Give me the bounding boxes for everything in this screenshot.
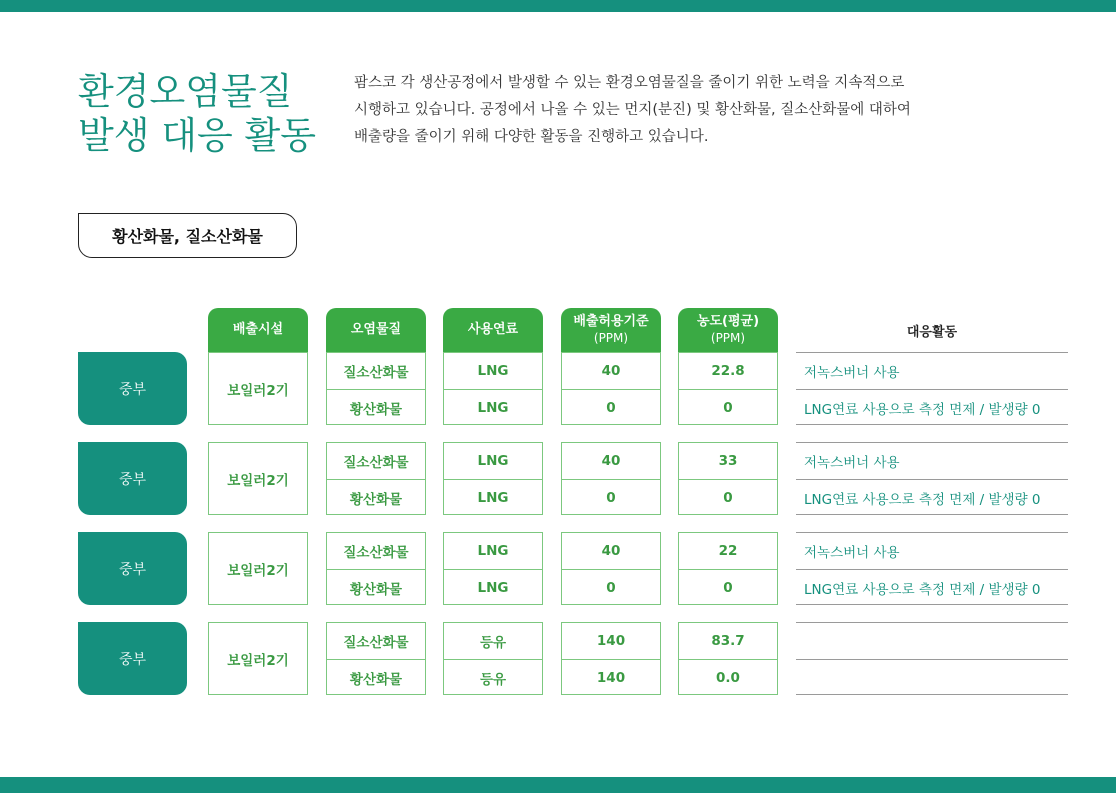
- intro-line: 배출량을 줄이기 위해 다양한 활동을 진행하고 있습니다.: [354, 129, 709, 145]
- header-limit-label: 배출허용기준: [573, 314, 649, 329]
- pollutant-column: [326, 622, 426, 695]
- fuel-cell: LNG: [444, 569, 542, 605]
- facility-cell: 보일러2기: [208, 442, 308, 515]
- header-pollutant-label: 오염물질: [350, 322, 402, 337]
- response-cell: LNG연료 사용으로 측정 면제 / 발생량 0: [796, 389, 1068, 425]
- limit-column: [561, 622, 661, 695]
- page-title: [78, 70, 338, 158]
- facility-cell: 보일러2기: [208, 532, 308, 605]
- facility-cell: 보일러2기: [208, 622, 308, 695]
- limit-column: [561, 442, 661, 515]
- header-response: [796, 308, 1068, 352]
- page-title-line: 환경오염물질: [78, 70, 293, 113]
- response-cell: 저녹스버너 사용: [804, 545, 900, 561]
- facility-cell: 보일러2기: [208, 352, 308, 425]
- region-badge: 중부: [78, 532, 187, 605]
- intro-line: 팜스코 각 생산공정에서 발생할 수 있는 환경오염물질을 줄이기 위한 노력을 지속적으로: [354, 75, 905, 91]
- limit-cell: 0: [562, 479, 660, 515]
- table-group: [0, 622, 1116, 695]
- region-badge: 중부: [78, 442, 187, 515]
- fuel-cell: LNG: [477, 453, 509, 469]
- top-accent-bar: [0, 0, 1116, 12]
- concentration-cell: 0: [679, 479, 777, 515]
- concentration-column: [678, 622, 778, 695]
- concentration-cell: 0: [679, 389, 777, 425]
- fuel-cell: LNG: [477, 363, 509, 379]
- pollutant-cell: 질소산화물: [343, 365, 409, 381]
- section-label: 황산화물, 질소산화물: [78, 213, 297, 258]
- response-cell: [796, 659, 1068, 695]
- table-group: [0, 532, 1116, 605]
- concentration-column: [678, 442, 778, 515]
- limit-cell: 0: [562, 569, 660, 605]
- response-column: [796, 532, 1068, 605]
- fuel-column: [443, 622, 543, 695]
- response-cell: 저녹스버너 사용: [804, 455, 900, 471]
- pollutant-cell: 황산화물: [327, 569, 425, 605]
- fuel-column: [443, 442, 543, 515]
- fuel-cell: LNG: [477, 543, 509, 559]
- response-cell: 저녹스버너 사용: [804, 365, 900, 381]
- header-facility-label: 배출시설: [232, 322, 284, 337]
- header-fuel: [443, 308, 543, 352]
- header-pollutant: [326, 308, 426, 352]
- limit-cell: 40: [601, 453, 621, 469]
- fuel-cell: LNG: [444, 479, 542, 515]
- fuel-cell: 등유: [444, 659, 542, 695]
- concentration-cell: 33: [718, 453, 738, 469]
- response-cell: [796, 623, 1068, 659]
- concentration-cell: 0: [679, 569, 777, 605]
- pollutant-column: [326, 532, 426, 605]
- response-column: [796, 352, 1068, 425]
- concentration-cell: 22.8: [711, 363, 745, 379]
- pollutant-cell: 황산화물: [327, 479, 425, 515]
- concentration-column: [678, 532, 778, 605]
- header-fuel-label: 사용연료: [467, 322, 519, 337]
- page-title-line: 발생 대응 활동: [78, 114, 316, 157]
- fuel-cell: LNG: [444, 389, 542, 425]
- table-group: [0, 352, 1116, 425]
- limit-cell: 40: [601, 543, 621, 559]
- limit-cell: 40: [601, 363, 621, 379]
- concentration-column: [678, 352, 778, 425]
- concentration-cell: 83.7: [711, 633, 745, 649]
- response-column: [796, 442, 1068, 515]
- pollutant-cell: 질소산화물: [343, 455, 409, 471]
- limit-cell: 140: [562, 659, 660, 695]
- region-badge: 중부: [78, 352, 187, 425]
- header-limit-unit: (PPM): [593, 331, 629, 345]
- header-concentration: [678, 308, 778, 352]
- concentration-cell: 22: [718, 543, 738, 559]
- pollutant-cell: 황산화물: [327, 659, 425, 695]
- region-badge: 중부: [78, 622, 187, 695]
- table-group: [0, 442, 1116, 515]
- header-response-label: 대응활동: [906, 324, 958, 340]
- fuel-cell: 등유: [479, 635, 507, 651]
- header-concentration-unit: (PPM): [710, 331, 746, 345]
- limit-cell: 140: [596, 633, 626, 649]
- pollutant-column: [326, 442, 426, 515]
- pollutant-cell: 질소산화물: [343, 545, 409, 561]
- concentration-cell: 0.0: [679, 659, 777, 695]
- limit-column: [561, 532, 661, 605]
- pollutant-column: [326, 352, 426, 425]
- limit-cell: 0: [562, 389, 660, 425]
- response-cell: LNG연료 사용으로 측정 면제 / 발생량 0: [796, 569, 1068, 605]
- limit-column: [561, 352, 661, 425]
- response-cell: LNG연료 사용으로 측정 면제 / 발생량 0: [796, 479, 1068, 515]
- intro-text: [354, 70, 1004, 151]
- intro-line: 시행하고 있습니다. 공정에서 나올 수 있는 먼지(분진) 및 황산화물, 질소산화물에 대하여: [354, 102, 911, 118]
- bottom-accent-bar: [0, 777, 1116, 793]
- header-facility: [208, 308, 308, 352]
- header-concentration-label: 농도(평균): [696, 314, 760, 329]
- fuel-column: [443, 532, 543, 605]
- response-column: [796, 622, 1068, 695]
- header-limit: [561, 308, 661, 352]
- fuel-column: [443, 352, 543, 425]
- pollutant-cell: 질소산화물: [343, 635, 409, 651]
- pollutant-cell: 황산화물: [327, 389, 425, 425]
